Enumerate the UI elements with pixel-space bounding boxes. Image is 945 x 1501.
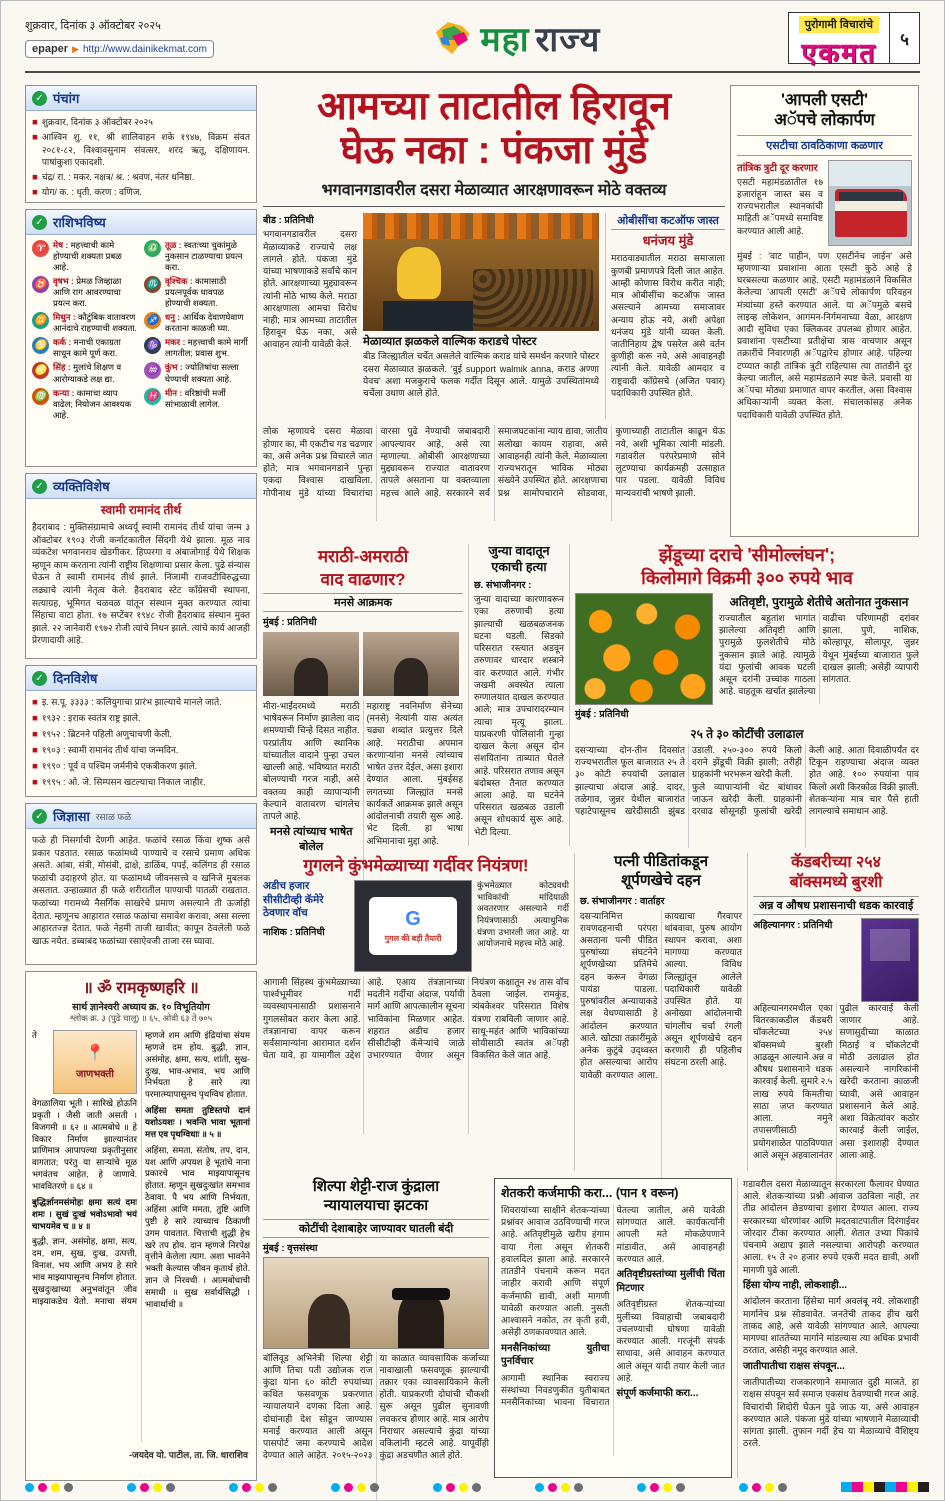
check-badge-icon: ✓ <box>32 215 47 230</box>
karj-para-2: आगामी स्थानिक स्वराज्य संस्थांच्या निवडणुकीत युतीबाबत मनसैनिकांच्या भावना विचारात घेतल्या जातील, असे यावेळी सांगण्यात आले. कार्यकर्त्यांनी आपली मते मोकळेपणाने मांडावीत, असे आवाहनही करण्यात आले. <box>501 1205 725 1408</box>
registration-dot <box>51 1483 60 1492</box>
din-item <box>32 728 250 741</box>
cmyk-bar <box>863 1482 874 1492</box>
registration-dot <box>153 1483 162 1492</box>
zodiac-item <box>144 276 250 309</box>
din-item <box>32 760 250 773</box>
hatya-headline: जुन्या वादातून एकाची हत्या <box>488 544 550 574</box>
st-side-head: तांत्रिक त्रुटी दूर करणार <box>737 162 818 174</box>
registration-dot <box>140 1483 149 1492</box>
marathi-quote-head: मनसे त्यांच्याच भाषेत बोलेल <box>270 826 353 854</box>
panchang-body <box>26 111 256 203</box>
din-item-text: १९९० : पूर्व व पश्चिम जर्मनीचे एकत्रीकरण झाले. <box>41 761 198 771</box>
registration-dot <box>446 1483 455 1492</box>
marathi-headline-2: वाद वाढणार? <box>320 570 406 589</box>
check-badge-icon: ✓ <box>32 479 47 494</box>
zodiac-icon: ♐ <box>144 312 161 329</box>
cmyk-bar <box>874 1482 885 1492</box>
cmyk-bar <box>896 1482 907 1492</box>
left-sidebar <box>25 85 257 1487</box>
din-item-text: १९०३ : स्वामी रामानंद तीर्थ यांचा जन्मदिन. <box>41 745 179 755</box>
st-bus-photo <box>828 160 912 246</box>
registration-dots <box>25 1483 841 1492</box>
zodiac-icon: ♈ <box>32 240 49 257</box>
google-left-column <box>263 880 349 972</box>
registration-dot <box>650 1483 659 1492</box>
din-item <box>32 744 250 757</box>
epaper-label: epaper <box>32 43 69 55</box>
din-body <box>26 691 256 797</box>
st-app-article <box>730 85 919 537</box>
google-card-text: गुगल की बड़ी तैयारी <box>384 934 442 943</box>
bullet-icon: ◼ <box>32 699 38 706</box>
podium <box>383 301 473 331</box>
brand-tagline: पुरोगामी विचारांचे <box>799 16 879 33</box>
din-item <box>32 776 250 789</box>
registration-dot <box>739 1483 748 1492</box>
epaper-link[interactable] <box>25 40 214 58</box>
google-caption: कुंभमेळ्यात कोट्यवधी भाविकांची मांदियाळी अवतरणार असल्याने गर्दी नियंत्रणासाठी अत्याधुनिक यंत्रणा उभारली जात आहे. या आयोजनाचे महत्त्व मोठे आहे. <box>477 880 569 949</box>
panchang-line <box>32 171 250 184</box>
lead-body-1: भगवानगडावरील दसरा मेळाव्याकडे राज्याचे लक्ष लागले होते. पंकजा मुंडे यांच्या भाषणाकडे सर्वांचे कान होते. आरक्षणाच्या मुद्द्यावरून त्यांनी मोठे भाष्य केले. मराठा आरक्षणाला आमचा विरोध नाही; मात्र आमच्या ताटातील हिरावून घेऊ नका, असे आवाहन त्यांनी यावेळी केले. <box>263 229 357 350</box>
marathi-dateline: मुंबई : प्रतिनिधी <box>263 617 317 628</box>
din-title: दिनविशेष <box>53 671 98 686</box>
zodiac-item <box>144 337 250 359</box>
cadbury-dateline: अहिल्यानगर : प्रतिनिधी <box>753 920 833 931</box>
din-item-text: १९३२ : इराक स्वतंत्र राष्ट्र झाले. <box>41 713 141 723</box>
bus-windows <box>839 192 903 201</box>
brand-name: एकमत <box>801 38 877 68</box>
zendu-para-2: दसऱ्याच्या दोन-तीन दिवसांत राज्यभरातील फूल बाजारात २५ ते ३० कोटी रुपयांची उलाढाल झाल्याचा अंदाज आहे. दादर, तळेगाव, जुन्नर येथील बाजारांत पहाटेपासूनच खरेदीसाठी झुंबड उडाली. २५०-३०० रुपये किलो दराने झेंडूची विक्री झाली; तरीही ग्राहकांनी भरभरून खरेदी केली. <box>575 745 802 817</box>
zodiac-item <box>32 362 138 384</box>
panchang-line-text: आश्विन शु. ११, श्री शालिवाहन शके १९४७, विक्रम संवत २०८१-८२, विश्वावसुनाम संवत्सर, शरद ऋतू, दक्षिणायन. पाषांकुशा एकादशी. <box>41 132 250 168</box>
zendu-article <box>569 544 919 846</box>
zodiac-text: कर्क : मनाची एकाग्रता साधून कामे पूर्ण करा. <box>53 337 121 359</box>
patni-headline-1: पत्नी पीडितांकडून <box>613 853 709 870</box>
panchang-line-text: चंद्र/ रा. : मकर. नक्षत्र/ श्र. : श्रवण, नंतर धनिष्ठा. <box>41 171 195 182</box>
date-line: शुक्रवार, दिनांक ३ ऑक्टोबर २०२५ <box>25 20 161 32</box>
karjamafi-body <box>501 1204 725 1456</box>
photo-caption-title: मेळाव्यात झळकले वाल्मिक कराडचे पोस्टर <box>363 336 537 349</box>
lead-column-1 <box>263 213 357 419</box>
st-headline-line1: 'आपली एसटी' <box>781 91 868 109</box>
bullet-icon: ◼ <box>32 134 38 141</box>
speaker-figure <box>397 247 441 299</box>
panchang-line <box>32 131 250 169</box>
st-side-body: एसटी महामंडळातील १७ हजारांहून जास्त बस व राज्यभरातील स्थानकांची माहिती अॅपमध्ये समाविष्ट करण्यात आली आहे. <box>737 176 823 236</box>
continuation-body <box>743 1178 919 1450</box>
registration-dot <box>127 1483 136 1492</box>
chocolate-box-photo <box>861 918 919 1002</box>
registration-dot <box>229 1483 238 1492</box>
patni-body: दसऱ्यानिमित्त रावणदहनाची परंपरा असताना पत्नी पीडित पुरुषांच्या संघटनेने शूर्पणखेच्या प्रतिमेचे दहन करून वेगळा पायंडा पाडला. पुरुषांवरील अन्यायाकडे लक्ष वेधण्यासाठी हे आंदोलन करण्यात आले. खोट्या तक्रारींमुळे अनेक कुटुंबे उद्ध्वस्त होत असल्याचा आरोप यावेळी करण्यात आला. कायद्याचा गैरवापर थांबवावा, पुरुष आयोग स्थापन करावा, अशा मागण्या करण्यात आल्या. विविध जिल्ह्यांतून आलेले पदाधिकारी यावेळी उपस्थित होते. या अनोख्या आंदोलनाची चांगलीच चर्चा रंगली असून शूर्पणखेचे दहन करणारी ही पहिलीच संघटना ठरली आहे. <box>580 910 742 1080</box>
lead-middle <box>263 213 725 419</box>
ram-header <box>26 972 256 1026</box>
ram-para: अहिंसा, समता, संतोष, तप, दान, यश आणि अपयश हे भूतांचे नाना प्रकारचे भाव माझ्यापासूनच होतात. म्हणून सुखदुःखांत समभाव ठेवावा. पै भय आणि निर्भयता, अहिंसा आणि ममता, तुष्टि आणि पुष्टी हे सारे त्याच्याच ठिकाणी उगम पावतात. चित्ताची शुद्धी हेच खरे तप होय. दान म्हणजे निरपेक्ष वृत्तीने केलेला त्याग. अशा भावनेने भक्ती केल्यास जीवन कृतार्थ होते. ज्ञान जे निरवधी । आत्मबोधाची समाधी ॥ सुख सर्वार्थसिद्धी । भावार्थाची ॥ <box>145 1144 250 1309</box>
shilpa-headline-2: न्यायालयाचा झटका <box>323 1196 429 1214</box>
masthead <box>432 15 600 61</box>
zodiac-icon: ♏ <box>144 276 161 293</box>
zodiac-icon: ♉ <box>32 276 49 293</box>
hatya-dateline: छ. संभाजीनगर : <box>474 580 532 592</box>
zodiac-icon: ♍ <box>32 388 49 405</box>
ram-subtitle: सार्थ ज्ञानेश्वरी अध्याय क्र. १० विभूतियोग <box>72 1002 210 1013</box>
patni-article <box>574 853 742 1171</box>
zodiac-item <box>32 276 138 309</box>
ram-title: ॥ ॐ रामकृष्णहरि ॥ <box>83 980 199 997</box>
din-item-text: १९५२ : ब्रिटनने पहिली अणुचाचणी केली. <box>41 729 173 739</box>
hatya-body: जुन्या वादाच्या कारणावरून एका तरुणाची हत्या झाल्याची खळबळजनक घटना घडली. सिडको परिसरात रस्त्यात अडवून तरुणावर धारदार शस्त्राने वार करण्यात आले. गंभीर जखमी अवस्थेत त्याला रुग्णालयात दाखल करण्यात आले; मात्र उपचारादरम्यान त्याचा मृत्यू झाला. याप्रकरणी पोलिसांनी गुन्हा दाखल केला असून दोन संशयितांना ताब्यात घेतले आहे. परिसरात तणाव असून बंदोबस्त तैनात करण्यात आला आहे. या घटनेने परिसरात खळबळ उडाली असून शोधकार्य सुरू आहे. भेटी दिल्या. <box>474 594 564 837</box>
bullet-icon: ◼ <box>32 188 38 196</box>
zodiac-text: मेष : महत्त्वाची कामे होण्याची शक्यता प्रबळ आहे. <box>53 240 122 273</box>
karj-sub-2: अतिवृष्टीग्रस्तांच्या मुलींची चिंता मिटणार <box>616 1269 725 1294</box>
vyakti-subtitle: स्वामी रामानंद तीर्थ <box>100 503 182 517</box>
rashibhavishya-box <box>25 209 257 467</box>
ram-para: ते वेगळालिया भूती । सारिखे होऊनि प्रकृती । जैसी जाती असती । विजगमी ॥ ६२ ॥ आत्मबोधे ॥ हे विकार निर्माण झाल्यानंतर प्राणिमात्र आपापल्या प्रकृतीनुसार वागतात; परंतु या साऱ्यांचे मूळ भगवंतच आहेत, हे जाणावे. भाववितरणे ॥ ६४ ॥ <box>32 1030 137 1192</box>
cadbury-middle <box>753 918 919 1002</box>
brand-inner <box>789 13 889 68</box>
cont-para-1: गडावरील दसरा मेळाव्यातून सरकारला फैलावर घेण्यात आले. शेतकऱ्यांच्या प्रश्नी आवाज उठविला नाही, तर तीव्र आंदोलन छेडण्याचा इशारा देण्यात आला. राज्य सरकारच्या धोरणांवर आणि मदतवाटपातील दिरंगाईवर जोरदार टीका करण्यात आली. शेतात उभ्या पिकांचे पंचनामे अद्याप झाले नसल्याचा आरोपही करण्यात आला. १५ ते २० हजार रुपये एकरी मदत द्यावी, अशी मागणी पुढे आली. <box>743 1179 919 1275</box>
zendu-sub2: २५ ते ३० कोटींची उलाढाल <box>690 727 804 741</box>
cmyk-bar <box>885 1482 896 1492</box>
registration-dot <box>676 1483 685 1492</box>
registration-dot <box>331 1483 340 1492</box>
panchang-line <box>32 116 250 129</box>
page-number: ५ <box>889 13 919 63</box>
zendu-body-2 <box>575 744 919 848</box>
rashi-header <box>26 210 256 235</box>
cadbury-headline-1: कॅडबरीच्या २५४ <box>791 854 881 871</box>
din-item <box>32 696 250 709</box>
din-item <box>32 712 250 725</box>
zodiac-item <box>144 312 250 334</box>
registration-dot <box>25 1483 34 1492</box>
registration-dot <box>663 1483 672 1492</box>
zodiac-text: धनु : आर्थिक देवाणघेवाण करताना काळजी घ्या. <box>165 312 244 334</box>
portrait-row <box>263 632 463 696</box>
saffron-flags <box>363 213 599 239</box>
marathi-kicker: मनसे आक्रमक <box>263 593 463 612</box>
silhouette <box>308 1294 350 1349</box>
registration-dot <box>357 1483 366 1492</box>
cmyk-bar <box>841 1482 852 1492</box>
bus-stripe <box>835 201 907 211</box>
cmyk-bar <box>907 1482 918 1492</box>
bullet-icon: ◼ <box>32 763 38 770</box>
jidnyasa-header <box>26 804 256 829</box>
cont-para-3: जातीपातीच्या राजकारणाने समाजात दुही माजते. हा राक्षस संपवून सर्व समाज एकसंध ठेवण्याची गरज आहे. विचारांची शिदोरी घेऊन पुढे जाऊ या, असे आवाहन करण्यात आले. पंकजा मुंडे यांच्या भाषणाने मेळाव्याची सांगता झाली. तुफान गर्दी हेच या मेळाव्याचे वैशिष्ट्य ठरले. <box>743 1377 919 1449</box>
zodiac-text: सिंह : मुलांचे शिक्षण व आरोग्याकडे लक्ष द्या. <box>53 362 122 384</box>
din-item-text: इ. स.पू. ३३३३ : कलियुगाचा प्रारंभ झाल्याचे मानले जाते. <box>41 697 222 707</box>
zodiac-item <box>144 240 250 273</box>
google-photo <box>354 880 472 972</box>
lead-article <box>263 85 725 537</box>
row-c <box>263 853 919 1171</box>
marathi-para-2: महाराष्ट्र नवनिर्माण सेनेच्या (मनसे) नेत्यांनी यास अत्यंत चढ्या शब्दांत प्रत्युत्तर दिले आहे. मराठीचा अपमान करणाऱ्यांना मनसे त्यांच्याच भाषेत उत्तर देईल, असा इशारा देण्यात आला. मुंबईसह लगतच्या जिल्ह्यांत मनसे कार्यकर्ते आक्रमक झाले असून आंदोलनाची तयारी सुरू आहे. भेट दिली. हा भाषा अभिमानाचा मुद्दा आहे. <box>366 701 463 846</box>
continuation-column <box>737 1178 919 1478</box>
crowd <box>473 269 593 327</box>
marigold-photo-column <box>575 593 713 722</box>
zodiac-text: तूळ : स्वतःच्या चुकांमुळे नुकसान टाळण्याचा प्रयत्न करा. <box>165 240 243 273</box>
arrow-icon: ▶ <box>72 43 79 54</box>
lead-body-bottom: लोक म्हणायचे दसरा मेळावा होणार का, मी एकटीच गड चढणार का, असे अनेक प्रश्न विचारले जात होते; मात्र भगवानगडाने पुन्हा एकदा विश्वास दाखविला. गोपीनाथ मुंडे यांच्या विचारांचा वारसा पुढे नेण्याची जबाबदारी आपल्यावर आहे, असे त्या म्हणाल्या. ओबीसी आरक्षणाच्या मुद्द्यावरून राज्यात वातावरण तापले असताना या वक्तव्याला महत्त्व आले आहे. सरकारने सर्व समाजघटकांना न्याय द्यावा, जातीय सलोखा कायम राहावा, असे आवाहनही त्यांनी केले. मेळाव्याला राज्यभरातून भाविक मोठ्या संख्येने उपस्थित होते. आरक्षणाचा प्रश्न सामोपचाराने सोडवावा, कुणाच्याही ताटातील काढून घेऊ नये, अशी भूमिका त्यांनी मांडली. गडावरील परंपरेप्रमाणे सोने लुटण्याचा कार्यक्रमही उत्साहात पार पडला. यावेळी विविध मान्यवरांची भाषणे झाली. <box>263 426 725 498</box>
zendu-body-1: राज्यातील बहुतांश भागांत झालेल्या अतिवृष्टी आणि पुरामुळे फुलशेतीचे मोठे नुकसान झाले आहे. त्यामुळे यंदा फुलांची आवक घटली असून दरांनी उच्चांक गाठला आहे. वाहतूक खर्चात झालेल्या वाढीचा परिणामही दरांवर झाला. पुणे, नाशिक, कोल्हापूर, सोलापूर, जुन्नर येथून मुंबईच्या बाजारात फुले दाखल झाली; असेही व्यापारी सांगतात. <box>719 613 919 697</box>
panchang-line <box>32 186 250 199</box>
row-lead <box>263 85 919 537</box>
registration-dot <box>344 1483 353 1492</box>
st-side-column <box>737 160 823 246</box>
cadbury-text-column <box>753 918 856 1002</box>
vyakti-header <box>26 474 256 499</box>
ram-body <box>26 1026 256 1446</box>
registration-dot <box>459 1483 468 1492</box>
page-footer <box>25 1480 920 1494</box>
ram-para: बुद्धी, ज्ञान, असंमोह, क्षमा, सत्य, दम, शम, सुख, दुःख, उत्पत्ती, विनाश, भय आणि अभय हे सारे भाव माझ्यापासूनच निर्माण होतात. सुखदुःखाच्या अनुभवांतून जीव माझ्याकडेच येतो. मनाचा संयम म्हणजे शम आणि इंद्रियांचा संयम म्हणजे दम होय. बुद्धी, ज्ञान, असंमोह, क्षमा, सत्य, शांती, सुख-दुःख, भाव-अभाव, भय आणि निर्भयता हे सारे त्या परमात्म्यापासूनच पृथग्विध होतात. <box>32 1030 250 1306</box>
zodiac-text: मीन : वरिष्ठांची मर्जी सांभाळावी लागेल. <box>165 387 226 409</box>
lead-headline-line2: घेऊ नका : पंकजा मुंडे <box>340 128 648 172</box>
registration-dot <box>535 1483 544 1492</box>
vyakti-title: व्यक्तिविशेष <box>53 479 110 494</box>
registration-dot <box>370 1483 379 1492</box>
zendu-middle <box>575 593 919 722</box>
obc-column <box>605 213 725 419</box>
marathi-article <box>263 544 463 854</box>
registration-dot <box>472 1483 481 1492</box>
zendu-sub-article <box>719 593 919 722</box>
din-header <box>26 666 256 691</box>
epaper-url: http://www.dainikekmat.com <box>83 43 207 55</box>
location-pin-icon: 📍 <box>85 1044 105 1062</box>
panchang-line-text <box>42 201 199 203</box>
google-middle <box>263 880 569 972</box>
main-content <box>263 85 919 1487</box>
registration-dot <box>64 1483 73 1492</box>
photo-caption: बीड जिल्ह्यातील चर्चेत असलेले वाल्मिक कराड यांचे समर्थन करणारे पोस्टर दसरा मेळाव्यात झळकले. 'वुई support walmik anna, कराड अण्णा येवच' अशा मजकुराचे फलक गर्दीत दिसून आले. यामुळे उपस्थितांमध्ये चर्चेला उधाण आले होते. <box>363 351 599 399</box>
zendu-sub1: अतिवृष्टी, पुरामुळे शेतीचे अतोनात नुकसान <box>729 595 909 609</box>
shilpa-body: बॉलिवूड अभिनेत्री शिल्पा शेट्टी आणि तिचा पती उद्योजक राज कुंद्रा यांना ६० कोटी रुपयांच्या कथित फसवणूक प्रकरणात न्यायालयाने दणका दिला आहे. दोघांनाही देश सोडून जाण्यास मनाई करण्यात आली असून पासपोर्ट जमा करण्याचे आदेश देण्यात आले आहेत. २०१५-२०२३ या काळात व्यावसायिक कर्जाच्या नावाखाली फसवणूक झाल्याची तक्रार एका व्यावसायिकाने केली होती. याप्रकरणी दोघांची चौकशी सुरू असून पुढील सुनावणी लवकरच होणार आहे. मात्र आरोप निराधार असल्याचे कुंद्रा यांच्या वकिलांनी म्हटले आहे. यापूर्वीही कुंद्रा अडचणीत आले होते. <box>263 1352 489 1461</box>
zodiac-icon: ♌ <box>32 362 49 379</box>
rally-photo <box>363 213 599 331</box>
thumb-label: जाणभक्ती <box>76 1068 114 1080</box>
shlok-text: बुद्धिर्ज्ञानमसंमोहः क्षमा सत्यं दमः शमः । सुखं दुःखं भवोऽभावो भयं चाभयमेव च ॥ ४ ॥ <box>32 1196 137 1231</box>
google-body: आगामी सिंहस्थ कुंभमेळ्याच्या पार्श्वभूमीवर गर्दी व्यवस्थापनासाठी प्रशासनाने गुगलसोबत करार केला आहे. तंत्रज्ञानाचा वापर करून सर्वसामान्यांना आरामात दर्शन घेता यावे, हा यामागील उद्देश आहे. एआय तंत्रज्ञानाच्या मदतीने गर्दीचा अंदाज, पर्यायी मार्ग आणि आपत्कालीन सूचना भाविकांना मिळणार आहेत. शहरात अडीच हजार सीसीटीव्ही कॅमेऱ्यांचे जाळे उभारण्यात येणार असून नियंत्रण कक्षातून २४ तास वॉच ठेवला जाईल. रामकुंड, त्र्यंबकेश्वर परिसरात विशेष यंत्रणा राबविली जाणार आहे. साधू-महंत आणि भाविकांच्या सोयीसाठी स्वतंत्र अॅपही विकसित केले जात आहे. <box>263 977 569 1061</box>
karj-para-3: अतिवृष्टीग्रस्त शेतकऱ्यांच्या मुलींच्या विवाहाची जबाबदारी उचलण्याची घोषणा यावेळी करण्यात आली. गरजूंनी संपर्क साधावा, असे आवाहन करण्यात आले असून यादी तयार केली जात आहे. <box>616 1299 725 1383</box>
patni-dateline: छ. संभाजीनगर : वार्ताहर <box>580 895 665 907</box>
bullet-icon <box>32 201 38 203</box>
bullet-icon: ◼ <box>32 779 38 786</box>
row-b <box>263 544 919 854</box>
hat-shape <box>392 1288 450 1300</box>
registration-dot <box>752 1483 761 1492</box>
jidnyasa-subtitle: रसाळ फळे <box>95 811 132 822</box>
karjamafi-box <box>494 1178 732 1478</box>
registration-dot <box>433 1483 442 1492</box>
st-middle <box>737 160 912 246</box>
marigold-photo <box>575 593 713 705</box>
zodiac-text: कुंभ : ज्योतिषांचा सल्ला घेण्याची शक्यता आहे. <box>165 362 239 384</box>
registration-dot <box>166 1483 175 1492</box>
zendu-headline-1: झेंडूच्या दराचे 'सीमोल्लंघन'; <box>658 545 836 565</box>
zodiac-icon: ♑ <box>144 337 161 354</box>
registration-dot <box>637 1483 646 1492</box>
page-header <box>25 9 920 73</box>
shilpa-raj-photo <box>263 1257 489 1349</box>
zendu-dateline: मुंबई : प्रतिनिधी <box>575 709 629 720</box>
google-dateline: नाशिक : प्रतिनिधी <box>263 926 325 938</box>
shilpa-article <box>263 1178 489 1480</box>
st-subhead: एसटीचा ठावठिकाणा कळणार <box>737 135 912 156</box>
panchang-header <box>26 86 256 111</box>
cadbury-body: अहिल्यानगरमधील एका वितरकाकडील कॅडबरी चॉकलेटच्या २५४ बॉक्समध्ये बुरशी आढळून आल्याने अन्न व औषध प्रशासनाने धडक कारवाई केली. सुमारे २.५ लाख रुपये किमतीचा साठा जप्त करण्यात आला. नमुने तपासणीसाठी प्रयोगशाळेत पाठविण्यात आले असून अहवालानंतर पुढील कारवाई केली जाणार आहे. सणासुदीच्या काळात मिठाई व चॉकलेटची मोठी उलाढाल होत असल्याने नागरिकांनी खरेदी करताना काळजी घ्यावी, असे आवाहन प्रशासनाने केले आहे. अशा विक्रेत्यांवर कठोर कारवाई केली जाईल, असा इशाराही देण्यात आला आहे. <box>753 1003 919 1160</box>
cont-para-2: आंदोलन करताना हिंसेचा मार्ग अवलंबू नये. लोकशाही मार्गानेच प्रश्न सोडवावेत. जनतेची ताकद हीच खरी ताकद आहे, असे यावेळी सांगण्यात आले. आपल्या मागण्या शांततेच्या मार्गाने मांडल्यास त्या अधिक प्रभावी ठरतात, असेही नमूद करण्यात आले. <box>743 1296 919 1356</box>
zodiac-icon: ♓ <box>144 388 161 405</box>
patni-headline-2: शूर्पणखेचे दहन <box>621 871 701 889</box>
vyaktivishesh-box <box>25 473 257 659</box>
obc-name: धनंजय मुंडे <box>642 233 694 249</box>
zodiac-text: वृश्चिक : कामासाठी प्रयत्नपूर्वक धावपळ होण्याची शक्यता. <box>165 276 227 309</box>
check-badge-icon: ✓ <box>32 91 47 106</box>
hatya-article <box>468 544 564 846</box>
google-logo-icon: G <box>405 908 421 930</box>
lead-photo-column <box>363 213 599 419</box>
jidnyasa-title: जिज्ञासा <box>53 809 90 824</box>
dnyanbhakti-thumb <box>53 1030 137 1094</box>
registration-dot <box>778 1483 787 1492</box>
google-article <box>263 853 569 1171</box>
shlok-text: अहिंसा समता तुष्टिस्तपो दानं यशोऽयशः । भवन्ति भावा भूतानां मत्त एव पृथग्विधाः ॥ ५ ॥ <box>145 1105 250 1139</box>
panchang-line-text: शुक्रवार, दिनांक ३ ऑक्टोबर २०२५ <box>41 117 153 127</box>
karj-sub-3: संपूर्ण कर्जमाफी करा... <box>616 1388 699 1399</box>
cont-sub-2: जातीपातीचा राक्षस संपवून... <box>743 1360 845 1372</box>
registration-dot <box>548 1483 557 1492</box>
zodiac-icon: ♒ <box>144 362 161 379</box>
st-body: मुंबई : 'वाट पाहीन, पण एसटीनेच जाईन' असे म्हणणाऱ्या प्रवाशांना आता एसटी कुठे आहे हे घरबसल्या कळणार आहे. एसटी महामंडळाने विकसित केलेल्या 'आपली एसटी' अॅपचे लोकार्पण परिवहन मंत्र्यांच्या हस्ते करण्यात आले. या अॅपमुळे बसचे लाइव्ह लोकेशन, आगमन-निर्गमनाच्या वेळा, आरक्षण आदी सुविधा एका क्लिकवर उपलब्ध होणार आहेत. प्रवाशांना एसटीच्या प्रतीक्षेचा त्रास वाचणार असून तक्रारींचे निवारणही अॅपद्वारेच होणार आहे. पहिल्या टप्प्यात काही तांत्रिक त्रुटी राहिल्यास त्या तातडीने दूर केल्या जातील, असे महामंडळाने स्पष्ट केले. प्रवासी या अॅपचा मोठ्या प्रमाणात वापर करतील, असा विश्वास अधिकाऱ्यांनी व्यक्त केला. संचालकांसह अनेक पदाधिकारी यावेळी उपस्थित होते. <box>737 250 912 420</box>
rashi-grid <box>26 235 256 426</box>
bullet-icon: ◼ <box>32 715 38 722</box>
leader-portrait-1 <box>263 632 359 696</box>
zodiac-item <box>144 362 250 384</box>
zodiac-text: मकर : महत्त्वाची कामे मार्गी लागतील; प्रवास शुभ. <box>165 337 248 359</box>
shilpa-dateline: मुंबई : वृत्तसंस्था <box>263 1242 318 1254</box>
panchang-box <box>25 85 257 203</box>
cadbury-headline-2: बॉक्समध्ये बुरशी <box>789 874 883 891</box>
panchang-line-text: योग/ क. : धृती. करण : वणिज. <box>41 186 142 197</box>
din-item-text: १९९५ : ओ. जे. सिम्पसन खटल्याचा निकाल जाहीर. <box>41 777 206 787</box>
masthead-maha: महा <box>480 21 530 59</box>
zodiac-item <box>32 337 138 359</box>
zendu-para-3: फुले व्यापाऱ्यांनी थेट बांधावर जाऊन खरेदी केली. ग्राहकांनी दरवाढ सोसूनही फुलांची खरेदी केली आहे. आता दिवाळीपर्यंत दर टिकून राहण्याचा अंदाज व्यक्त होत आहे. १०० रुपयांना पाव किलो अशी किरकोळ विक्री झाली. शेतकऱ्यांना मात्र चार पैसे हाती लागल्याचे समाधान आहे. <box>692 745 919 817</box>
registration-dot <box>38 1483 47 1492</box>
shilpa-headline-1: शिल्पा शेट्टी-राज कुंद्राला <box>312 1178 440 1195</box>
registration-dot <box>255 1483 264 1492</box>
registration-dot <box>242 1483 251 1492</box>
shilpa-sub: कोटींची देशाबाहेर जाण्यावर घातली बंदी <box>263 1219 489 1238</box>
silhouette <box>294 658 328 696</box>
zodiac-item <box>144 388 250 421</box>
vyakti-body: हैदराबाद : मुक्तिसंग्रामाचे अध्वर्यू स्वामी रामानंद तीर्थ यांचा जन्म ३ ऑक्टोबर १९०३ रोजी कर्नाटकातील सिंदगी येथे झाला. मूळ नाव व्यंकटेश भगवानराव खेडगीकर. हिप्परगा व अंबाजोगाई येथे शिक्षक म्हणून काम करताना त्यांनी राष्ट्रीय शिक्षणाचा प्रसार केला. पुढे संन्यास घेऊन ते स्वामी रामानंद तीर्थ झाले. निजामी राजवटीविरुद्धच्या लढ्याचे त्यांनी नेतृत्व केले. हैदराबाद स्टेट काँग्रेसची स्थापना, सत्याग्रह, भूमिगत चळवळ यांतून संस्थान मुक्त करण्यात त्यांचा सिंहाचा वाटा होता. १७ सप्टेंबर १९४८ रोजी हैदराबाद संस्थान मुक्त झाले. २२ जानेवारी १९७२ रोजी त्यांचे निधन झाले. त्यांचे कार्य आजही प्रेरणादायी आहे. <box>32 522 250 646</box>
zendu-headline-2: किलोमागे विक्रमी ३०० रुपये भाव <box>641 567 853 588</box>
ram-shlok-ref: श्लोक क्र. ३ (पुढे चालू) ॥ ६५, ओवी ६३ ते ७०५ <box>69 1013 213 1023</box>
zodiac-icon: ♋ <box>32 337 49 354</box>
cmyk-bars <box>841 1482 929 1492</box>
panchang-title: पंचांग <box>53 91 80 106</box>
maharashtra-map-icon <box>432 18 474 58</box>
leader-portrait-2 <box>363 632 459 696</box>
registration-dot <box>268 1483 277 1492</box>
google-cctv-head: अडीच हजार सीसीटीव्ही कॅमेरे ठेवणार वॉच <box>263 880 324 920</box>
bullet-icon: ◼ <box>32 119 38 126</box>
panchang-line <box>32 201 250 203</box>
karjamafi-headline: शेतकरी कर्जमाफी करा... (पान १ वरून) <box>501 1186 679 1200</box>
jidnyasa-box <box>25 803 257 965</box>
cmyk-bar <box>852 1482 863 1492</box>
registration-dot <box>765 1483 774 1492</box>
cadbury-article <box>747 853 919 1171</box>
check-badge-icon: ✓ <box>32 809 47 824</box>
masthead-rajya: राज्य <box>535 21 601 59</box>
ramkrushnahari-box <box>25 971 257 1481</box>
google-card <box>369 897 457 955</box>
check-badge-icon: ✓ <box>32 671 47 686</box>
cadbury-sub: अन्न व औषध प्रशासनाची धडक कारवाई <box>753 896 919 915</box>
ram-signature: -जयदेव यो. पाटील, ता. जि. धाराशिव <box>129 1450 248 1460</box>
registration-dot <box>574 1483 583 1492</box>
bullet-icon: ◼ <box>32 747 38 754</box>
cont-sub-1: हिंसा योग्य नाही, लोकशाही... <box>743 1279 848 1291</box>
zodiac-icon: ♎ <box>144 240 161 257</box>
cmyk-bar <box>918 1482 929 1492</box>
karj-para-1: शिवरायांच्या साक्षीने शेतकऱ्यांच्या प्रश्नांवर आवाज उठविण्याची गरज आहे. अतिवृष्टीमुळे खरीप हंगाम वाया गेला असून शेतकरी हवालदिल झाला आहे. सरकारने तातडीने पंचनामे करून मदत जाहीर करावी आणि संपूर्ण कर्जमाफी द्यावी, अशी मागणी यावेळी करण्यात आली. नुसती आश्वासने नकोत, तर कृती हवी, असेही ठणकावण्यात आले. <box>501 1205 610 1338</box>
lead-dateline: बीड : प्रतिनिधी <box>263 215 314 227</box>
dinvishesh-box <box>25 665 257 797</box>
zodiac-item <box>32 312 138 334</box>
lead-subhead: भगवानगडावरील दसरा मेळाव्यात आरक्षणावरून मोठे वक्तव्य <box>263 178 725 207</box>
lead-headline-line1: आमच्या ताटातील हिरावून <box>316 85 672 128</box>
marathi-para-1: मीरा-भाईंदरमध्ये मराठी भाषेवरून निर्माण झालेला वाद शमण्याची चिन्हे दिसत नाहीत. परप्रांतीय आणि स्थानिक यांच्यातील वादाने पुन्हा उचल खाल्ली आहे. भविष्यात मराठी बोलण्याची गरज नाही, असे वक्तव्य काही व्यापाऱ्यांनी केल्याने वातावरण चांगलेच तापले आहे. <box>263 701 360 822</box>
silhouette <box>394 658 428 696</box>
row-d <box>263 1178 919 1480</box>
bullet-icon: ◼ <box>32 731 38 738</box>
st-headline-line2: अॅपचे लोकार्पण <box>774 110 875 129</box>
registration-dot <box>561 1483 570 1492</box>
jidnyasa-body: फळे ही निसर्गाची देणगी आहेत. फळांचे रसाळ किंवा शुष्क असे प्रकार पडतात. रसाळ फळांमध्ये पाण्याचे व रसाचे प्रमाण अधिक असते. आंबा, संत्री, मोसंबी, द्राक्षे, डाळिंब, पपई, कलिंगड ही रसाळ फळांची उदाहरणे होत. या फळांमध्ये जीवनसत्त्वे व खनिजे मुबलक असतात. उन्हाळ्यात ही फळे शरीरातील पाण्याची पातळी राखतात. फळांच्या गरामध्ये नैसर्गिक साखरेचे प्रमाण असल्याने ती ऊर्जाही देतात. म्हणूनच आहारात रसाळ फळांचा समावेश करावा, असा सल्ला आहारतज्ज्ञ देतात. फळे नेहमी ताजी खावीत; कापून ठेवलेली फळे खाऊ नयेत. डब्बाबंद फळांच्या रसाऐवजी ताजा रस घ्यावा. <box>32 835 250 946</box>
zodiac-item <box>32 388 138 421</box>
karj-sub-1: मनसैनिकांच्या युतीचा पुनर्विचार <box>501 1342 610 1368</box>
marathi-headline-1: मराठी-अमराठी <box>317 547 409 566</box>
zodiac-item <box>32 240 138 273</box>
rashi-title: राशिभविष्य <box>53 215 106 230</box>
bullet-icon: ◼ <box>32 173 38 181</box>
obc-kicker: ओबीसींचा कटऑफ जास्त <box>611 213 725 230</box>
header-left <box>25 18 245 58</box>
google-headline: गुगलने कुंभमेळ्याच्या गर्दीवर नियंत्रण! <box>303 856 529 875</box>
zodiac-icon: ♊ <box>32 312 49 329</box>
zodiac-text: मिथुन : कौटुंबिक वातावरण आनंदाचे राहण्याची शक्यता. <box>53 312 137 334</box>
brand-box <box>788 12 920 68</box>
zodiac-text: कन्या : कामाचा व्याप वाढेल; नियोजन आवश्यक आहे. <box>53 387 132 420</box>
zodiac-text: वृषभ : प्रेमळ जिव्हाळा आणि राग आवरण्याचा प्रयत्न करा. <box>53 276 122 309</box>
obc-body: मराठवाड्यातील मराठा समाजाला कुणबी प्रमाणपत्रे दिली जात आहेत. आम्ही कोणास विरोध करीत नाही; मात्र ओबीसींचा कटऑफ जास्त असल्याने आमच्या समाजावर अन्याय होऊ नये, अशी अपेक्षा धनंजय मुंडे यांनी व्यक्त केली. जातीनिहाय द्वेष पसरेल असे वर्तन कुणीही करू नये, असे आवाहनही त्यांनी केले. यावेळी आमदार व राष्ट्रवादी काँग्रेसचे (अजित पवार) पदाधिकारी उपस्थित होते. <box>611 253 725 398</box>
